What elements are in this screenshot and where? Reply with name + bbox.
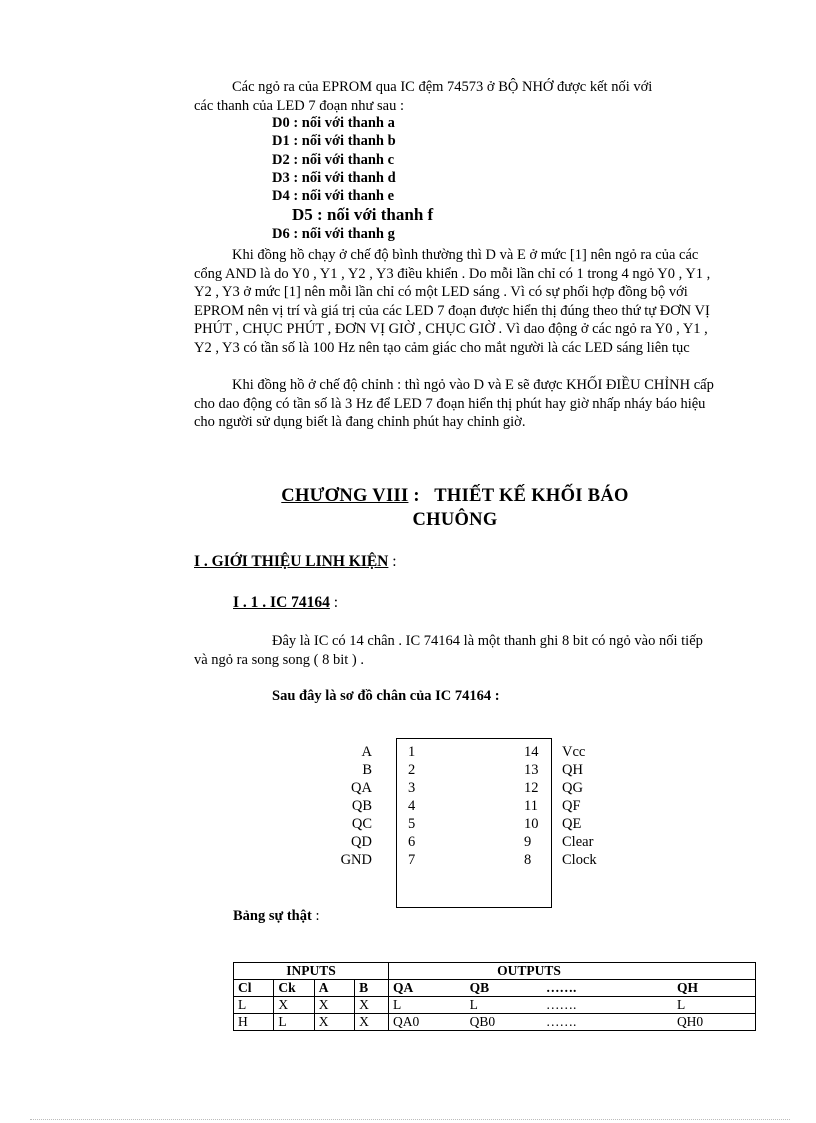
inputs-header: INPUTS: [234, 963, 389, 980]
table-cell: QA0: [389, 1014, 466, 1031]
pin-right-name: Vcc: [562, 744, 586, 760]
pin-left-number: 3: [408, 780, 416, 796]
table-cell: QB0: [466, 1014, 542, 1031]
table-cell: L: [389, 997, 466, 1014]
connection-item: D1 : nối với thanh b: [272, 133, 396, 150]
table-cell: L: [673, 997, 756, 1014]
col-header: Cl: [234, 980, 274, 997]
outputs-header: OUTPUTS: [389, 963, 756, 980]
pin-left-number: 7: [408, 852, 416, 868]
pin-left-name: B: [362, 762, 372, 778]
pin-left-name: QB: [351, 798, 372, 814]
table-cell: H: [234, 1014, 274, 1031]
truth-table-title-suffix: :: [311, 908, 320, 924]
table-row: [234, 997, 756, 1014]
intro-line-1: Các ngỏ ra của EPROM qua IC đệm 74573 ở BỘ NHỚ được kết nối với: [232, 79, 653, 95]
pin-right-number: 8: [524, 852, 532, 868]
pin-left-number: 1: [408, 744, 416, 760]
section-heading: [194, 553, 397, 571]
chapter-title-part2: CHUÔNG: [412, 510, 498, 530]
subsection-label: I . 1 . IC 74164: [233, 594, 330, 611]
ic-description-text: Đây là IC có 14 chân . IC 74164 là một thanh ghi 8 bit có ngỏ vào nối tiếp và ngỏ ra song song ( 8 bit ) .: [194, 633, 703, 668]
table-cell: QH0: [673, 1014, 756, 1031]
truth-table-title-text: Bảng sự thật: [233, 908, 312, 924]
section-suffix: :: [388, 553, 397, 570]
adjust-mode-paragraph: [194, 376, 714, 432]
col-header: B: [355, 980, 389, 997]
table-cell: X: [355, 1014, 389, 1031]
run-mode-text: Khi đồng hồ chạy ở chế độ bình thường thì D và E ở mức [1] nên ngỏ ra của các cổng AND là do Y0 , Y1 , Y2 , Y3 điều khiển . Do mỗi lần chỉ có 1 trong 4 ngỏ Y0 , Y1 , Y2 , Y3 ở mức [1] nên mỗi lần chỉ có một LED sáng . Vì có sự phối hợp đồng bộ với EPROM nên vị trí và giá trị của các LED 7 đoạn được hiển thị đúng theo thứ tự ĐƠN VỊ PHÚT , CHỤC PHÚT , ĐƠN VỊ GIỜ , CHỤC GIỜ . Vì dao động ở các ngỏ ra Y0 , Y1 , Y2 , Y3 có tần số là 100 Hz nên tạo cảm giác cho mắt người là các LED sáng liên tục: [194, 247, 711, 356]
connection-item: D5 : nối với thanh f: [292, 205, 434, 225]
subsection-suffix: :: [329, 594, 339, 611]
pin-right-name: QE: [562, 816, 582, 832]
table-cell: X: [274, 997, 314, 1014]
pin-right-name: QH: [562, 762, 583, 778]
pin-right-name: QG: [562, 780, 583, 796]
pin-right-number: 9: [524, 834, 532, 850]
col-header: QB: [466, 980, 542, 997]
table-cell: X: [314, 997, 354, 1014]
table-cell: L: [466, 997, 542, 1014]
table-cell: X: [314, 1014, 354, 1031]
connection-item: D6 : nối với thanh g: [272, 226, 395, 243]
truth-table: [233, 962, 756, 1031]
truth-table-title: [233, 908, 319, 925]
pin-right-name: Clock: [562, 852, 597, 868]
connection-item: D0 : nối với thanh a: [272, 115, 395, 131]
pin-right-number: 14: [524, 744, 539, 760]
truth-table-group-header: [234, 963, 756, 980]
connection-item: D4 : nối với thanh e: [272, 188, 395, 205]
pin-diagram-heading: Sau đây là sơ đồ chân của IC 74164 :: [272, 688, 500, 704]
truth-table-column-header: [234, 980, 756, 997]
pin-left-name: A: [361, 744, 372, 760]
run-mode-paragraph: [194, 246, 714, 357]
table-cell: L: [274, 1014, 314, 1031]
intro-line-2: các thanh của LED 7 đoạn như sau :: [194, 97, 404, 114]
adjust-mode-text: Khi đồng hồ ở chế độ chỉnh : thì ngỏ vào D và E sẽ được KHỐI ĐIỀU CHỈNH cấp cho dao động có tần số là 3 Hz để LED 7 đoạn hiển thị phút hay giờ nhấp nháy báo hiệu cho người sử dụng biết là đang chỉnh phút hay chỉnh giờ.: [194, 377, 714, 430]
pin-right-name: Clear: [562, 834, 594, 850]
pin-left-number: 5: [408, 816, 416, 832]
col-header: QH: [673, 980, 756, 997]
pin-left-name: QC: [351, 816, 372, 832]
pin-right-number: 12: [524, 780, 539, 796]
col-header: QA: [389, 980, 466, 997]
chapter-label: CHƯƠNG VIII: [281, 486, 409, 506]
col-header: Ck: [274, 980, 314, 997]
pin-left-number: 2: [408, 762, 416, 778]
table-cell: X: [355, 997, 389, 1014]
pin-right-number: 11: [524, 798, 538, 814]
pin-left-name: QD: [351, 834, 372, 850]
pin-left-number: 4: [408, 798, 416, 814]
ic-description: [194, 632, 714, 669]
pin-right-name: QF: [562, 798, 581, 814]
pin-left-number: 6: [408, 834, 416, 850]
segment-connection-list: [272, 114, 433, 244]
chapter-heading: [200, 484, 710, 532]
pin-right-number: 13: [524, 762, 539, 778]
col-header: …….: [542, 980, 673, 997]
table-cell: …….: [542, 997, 673, 1014]
table-cell: L: [234, 997, 274, 1014]
chapter-separator: :: [408, 486, 435, 506]
connection-item: D3 : nối với thanh d: [272, 169, 396, 186]
pin-right-number: 10: [524, 816, 539, 832]
subsection-heading: [233, 594, 338, 612]
connection-item: D2 : nối với thanh c: [272, 151, 395, 168]
pin-left-name: GND: [340, 852, 372, 868]
table-row: [234, 1014, 756, 1031]
section-label: I . GIỚI THIỆU LINH KIỆN: [194, 553, 389, 570]
page-bottom-divider: [30, 1119, 790, 1120]
pin-left-name: QA: [351, 780, 372, 796]
table-cell: …….: [542, 1014, 673, 1031]
chapter-title-part1: THIẾT KẾ KHỐI BÁO: [434, 486, 629, 506]
col-header: A: [314, 980, 354, 997]
intro-paragraph: [194, 78, 714, 115]
